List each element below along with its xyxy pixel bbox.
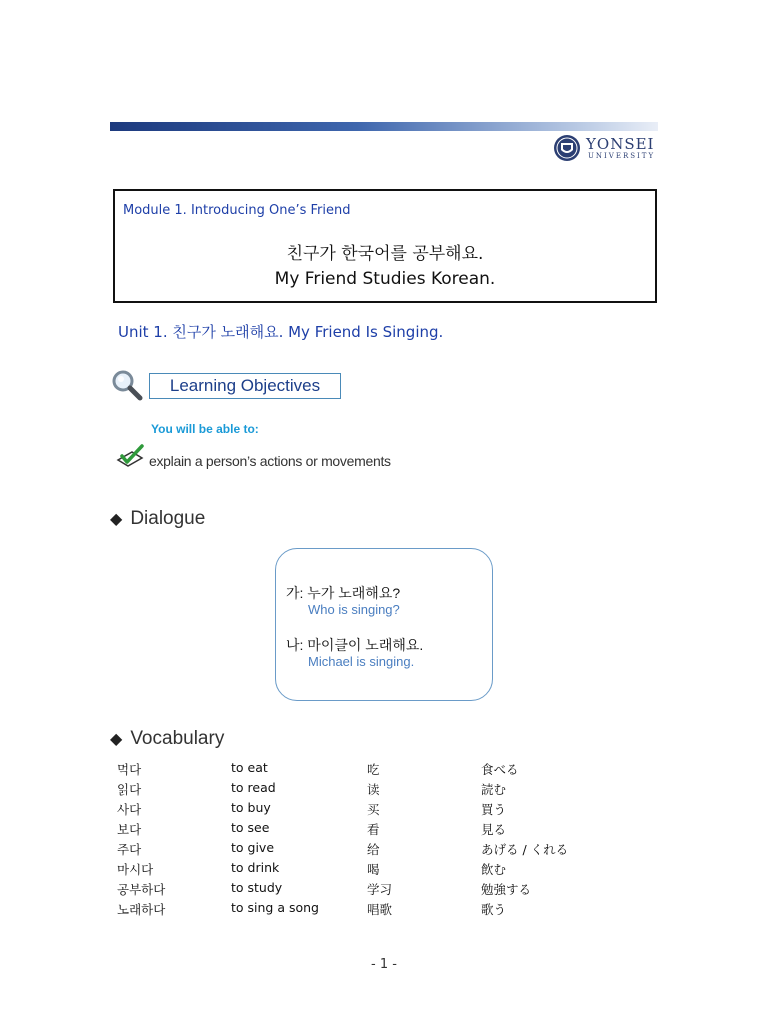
vocab-japanese: 見る — [481, 822, 507, 837]
dialogue-line-korean: 가: 누가 노래해요? — [286, 585, 401, 601]
diamond-bullet-icon: ◆ — [110, 731, 123, 748]
checkmark-icon — [116, 444, 146, 470]
vocab-japanese: あげる / くれる — [481, 842, 569, 857]
university-seal-icon — [553, 134, 581, 162]
dialogue-line-english: Who is singing? — [308, 602, 400, 617]
vocabulary-heading — [110, 728, 224, 750]
header-gradient-bar — [110, 122, 658, 131]
logo-name: YONSEI — [586, 135, 655, 153]
vocab-japanese: 食べる — [481, 762, 519, 777]
module-title-korean: 친구가 한국어를 공부해요. — [286, 244, 484, 264]
vocab-korean: 보다 — [117, 822, 142, 837]
dialogue-line-english: Michael is singing. — [308, 654, 415, 669]
vocab-korean: 읽다 — [117, 782, 142, 797]
vocab-chinese: 读 — [367, 782, 380, 797]
module-title-english: My Friend Studies Korean. — [274, 269, 496, 289]
objective-item: explain a person’s actions or movements — [149, 453, 391, 469]
dialogue-heading-text: Dialogue — [130, 508, 206, 529]
page-number: - 1 - — [371, 957, 397, 972]
vocab-chinese: 给 — [367, 842, 380, 857]
diamond-bullet-icon: ◆ — [110, 511, 123, 528]
module-label: Module 1. Introducing One’s Friend — [123, 203, 351, 218]
vocab-english: to see — [231, 820, 270, 835]
vocab-english: to give — [231, 840, 275, 855]
vocab-japanese: 歌う — [481, 902, 507, 917]
vocab-english: to study — [231, 880, 283, 895]
vocab-korean: 주다 — [117, 842, 142, 857]
vocab-english: to read — [231, 780, 276, 795]
vocab-english: to drink — [231, 860, 280, 875]
unit-title: Unit 1. 친구가 노래해요. My Friend Is Singing. — [118, 323, 444, 341]
vocab-korean: 노래하다 — [117, 902, 166, 917]
vocab-chinese: 看 — [367, 822, 380, 837]
vocab-chinese: 吃 — [367, 762, 380, 777]
vocab-japanese: 勉強する — [481, 882, 532, 897]
vocabulary-heading-text: Vocabulary — [130, 728, 225, 749]
yonsei-logo — [553, 134, 663, 164]
able-to-label: You will be able to: — [151, 422, 259, 436]
vocab-japanese: 飲む — [481, 862, 507, 877]
dialogue-line-korean: 나: 마이클이 노래해요. — [286, 637, 424, 653]
dialogue-heading — [110, 508, 205, 530]
vocab-english: to sing a song — [231, 900, 319, 915]
vocab-korean: 마시다 — [117, 862, 154, 877]
vocab-korean: 먹다 — [117, 762, 142, 777]
vocab-chinese: 喝 — [367, 862, 380, 877]
vocab-japanese: 買う — [481, 802, 507, 817]
vocab-chinese: 学习 — [367, 882, 393, 897]
vocab-japanese: 読む — [481, 782, 507, 797]
vocab-korean: 사다 — [117, 802, 142, 817]
vocab-chinese: 唱歌 — [367, 902, 393, 917]
vocab-english: to buy — [231, 800, 271, 815]
vocab-english: to eat — [231, 760, 268, 775]
magnifier-icon — [110, 368, 144, 402]
logo-subtitle: UNIVERSITY — [588, 152, 656, 160]
module-box — [113, 189, 657, 303]
vocab-chinese: 买 — [367, 802, 380, 817]
dialogue-bubble — [275, 548, 493, 701]
learning-objectives-heading: Learning Objectives — [149, 373, 341, 399]
vocab-korean: 공부하다 — [117, 882, 166, 897]
